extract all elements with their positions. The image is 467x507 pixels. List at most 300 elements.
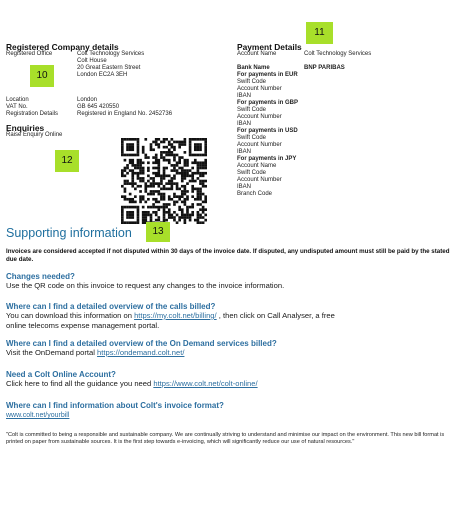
qr-module [147, 167, 150, 170]
qr-module [171, 154, 174, 157]
qr-module [142, 214, 145, 217]
qr-module [131, 214, 134, 217]
address-line: Colt Technology Services [77, 51, 145, 57]
colt-online-title: Need a Colt Online Account? [6, 370, 116, 379]
enquiries-heading: Enquiries [6, 123, 45, 133]
qr-module [163, 193, 166, 196]
qr-module [184, 201, 187, 204]
qr-module [171, 169, 174, 172]
qr-module [157, 172, 160, 175]
qr-module [197, 177, 200, 180]
qr-module [152, 182, 155, 185]
qr-module [184, 190, 187, 193]
ondemand-link[interactable]: https://ondemand.colt.net/ [97, 348, 185, 357]
qr-module [126, 221, 129, 224]
qr-module [173, 195, 176, 198]
qr-module [186, 206, 189, 209]
qr-module [202, 174, 205, 177]
qr-module [191, 174, 194, 177]
qr-module [189, 154, 192, 157]
qr-module [139, 172, 142, 175]
qr-module [184, 185, 187, 188]
qr-module [181, 214, 184, 217]
changes-needed-body: Use the QR code on this invoice to request any changes to the invoice information. [6, 281, 285, 290]
qr-module [186, 195, 189, 198]
qr-module [197, 190, 200, 193]
qr-module [168, 180, 171, 183]
payment-row [237, 191, 457, 198]
payment-row-label: Account Name [237, 163, 277, 169]
qr-module [129, 221, 132, 224]
badge-11: 11 [306, 22, 333, 44]
qr-module [202, 185, 205, 188]
qr-module [176, 161, 179, 164]
qr-module [147, 156, 150, 159]
qr-module [173, 146, 176, 149]
qr-module [121, 185, 124, 188]
qr-module [191, 188, 194, 191]
qr-module [150, 214, 153, 217]
qr-module [194, 219, 197, 222]
payment-row-label: For payments in GBP [237, 100, 299, 106]
qr-module [150, 177, 153, 180]
qr-code-icon[interactable] [121, 138, 207, 224]
payment-row-label: For payments in USD [237, 128, 298, 134]
yourbill-link[interactable]: www.colt.net/yourbill [6, 412, 70, 419]
qr-module [131, 211, 134, 214]
ondemand-overview-title: Where can I find a detailed overview of the On Demand services billed? [6, 339, 277, 348]
qr-module [139, 169, 142, 172]
payment-row [237, 86, 457, 93]
qr-module [184, 159, 187, 162]
qr-module [147, 169, 150, 172]
qr-module [131, 177, 134, 180]
qr-module [124, 195, 127, 198]
qr-module [126, 167, 129, 170]
qr-module [121, 216, 124, 219]
qr-module [165, 203, 168, 206]
qr-module [131, 206, 134, 209]
qr-module [142, 148, 145, 151]
qr-module [189, 216, 192, 219]
qr-module [199, 221, 202, 224]
payment-row [237, 177, 457, 184]
qr-module [181, 216, 184, 219]
qr-module [199, 180, 202, 183]
qr-module [121, 146, 124, 149]
qr-module [184, 161, 187, 164]
qr-module [168, 141, 171, 144]
qr-module [189, 151, 192, 154]
qr-module [129, 201, 132, 204]
qr-module [168, 203, 171, 206]
qr-module [131, 221, 134, 224]
payment-row-label: Swift Code [237, 170, 267, 176]
qr-module [131, 159, 134, 162]
qr-module [168, 159, 171, 162]
qr-module [197, 211, 200, 214]
qr-module [155, 201, 158, 204]
qr-module [171, 146, 174, 149]
qr-module [204, 146, 207, 149]
qr-module [147, 161, 150, 164]
qr-module [121, 138, 124, 141]
qr-module [194, 154, 197, 157]
qr-module [131, 174, 134, 177]
qr-module [173, 169, 176, 172]
qr-module [204, 161, 207, 164]
qr-module [173, 201, 176, 204]
qr-module [157, 182, 160, 185]
location-label: Location [6, 97, 29, 103]
qr-module [126, 206, 129, 209]
payment-row-label: Branch Code [237, 191, 273, 197]
qr-module [202, 180, 205, 183]
qr-module [181, 180, 184, 183]
qr-module [197, 138, 200, 141]
qr-module [204, 151, 207, 154]
qr-module [202, 211, 205, 214]
qr-module [160, 188, 163, 191]
qr-module [163, 138, 166, 141]
qr-module [150, 182, 153, 185]
qr-module [163, 156, 166, 159]
qr-module [184, 141, 187, 144]
qr-module [168, 216, 171, 219]
payment-row [237, 58, 457, 65]
qr-module [121, 206, 124, 209]
qr-module [121, 208, 124, 211]
qr-module [204, 195, 207, 198]
qr-module [124, 198, 127, 201]
qr-module [137, 138, 140, 141]
qr-module [191, 172, 194, 175]
qr-module [173, 177, 176, 180]
qr-module [137, 216, 140, 219]
qr-module [173, 148, 176, 151]
qr-module [197, 169, 200, 172]
qr-module [142, 169, 145, 172]
qr-module [181, 167, 184, 170]
qr-module [137, 146, 140, 149]
qr-module [155, 156, 158, 159]
payment-row [237, 163, 457, 170]
qr-module [176, 141, 179, 144]
qr-module [126, 198, 129, 201]
qr-module [178, 208, 181, 211]
qr-module [152, 141, 155, 144]
qr-module [155, 182, 158, 185]
qr-module [163, 169, 166, 172]
qr-module [137, 143, 140, 146]
qr-module [157, 167, 160, 170]
qr-module [184, 172, 187, 175]
company-address [77, 51, 144, 79]
qr-module [168, 214, 171, 217]
qr-module [121, 195, 124, 198]
qr-module [204, 214, 207, 217]
qr-module [147, 211, 150, 214]
qr-module [204, 172, 207, 175]
badge-13: 13 [146, 222, 170, 242]
qr-module [131, 198, 134, 201]
qr-module [191, 211, 194, 214]
qr-module [155, 214, 158, 217]
vat-label: VAT No. [6, 104, 28, 110]
qr-module [186, 182, 189, 185]
qr-module [144, 214, 147, 217]
qr-module [191, 177, 194, 180]
qr-module [163, 141, 166, 144]
qr-module [157, 146, 160, 149]
qr-module [160, 182, 163, 185]
qr-module [131, 201, 134, 204]
payment-row-label: Account Number [237, 86, 282, 92]
qr-module [121, 219, 124, 222]
payment-row-label: Swift Code [237, 107, 267, 113]
qr-module [168, 182, 171, 185]
qr-module [194, 148, 197, 151]
qr-module [178, 195, 181, 198]
qr-module [204, 201, 207, 204]
qr-module [181, 172, 184, 175]
qr-module [199, 172, 202, 175]
qr-module [137, 148, 140, 151]
qr-module [121, 174, 124, 177]
qr-module [191, 190, 194, 193]
qr-module [129, 214, 132, 217]
qr-module [168, 174, 171, 177]
qr-module [160, 206, 163, 209]
qr-module [165, 159, 168, 162]
payment-row-label: Swift Code [237, 135, 267, 141]
qr-module [157, 161, 160, 164]
qr-module [173, 164, 176, 167]
qr-module [134, 167, 137, 170]
changes-needed-title: Changes needed? [6, 272, 75, 281]
qr-module [178, 156, 181, 159]
qr-module [129, 193, 132, 196]
qr-module [157, 190, 160, 193]
qr-module [178, 216, 181, 219]
qr-module [176, 169, 179, 172]
qr-module [139, 177, 142, 180]
qr-module [137, 151, 140, 154]
qr-module [197, 167, 200, 170]
qr-module [181, 174, 184, 177]
qr-module [204, 138, 207, 141]
registration-value: Registered in England No. 2452736 [77, 111, 173, 117]
qr-module [124, 182, 127, 185]
qr-module [131, 182, 134, 185]
colt-online-link[interactable]: https://www.colt.net/colt-online/ [153, 379, 258, 388]
payment-rows [237, 51, 457, 198]
qr-module [168, 151, 171, 154]
qr-module [197, 143, 200, 146]
badge-12: 12 [55, 150, 79, 172]
qr-module [168, 188, 171, 191]
qr-module [202, 154, 205, 157]
qr-module [173, 141, 176, 144]
qr-module [171, 188, 174, 191]
qr-module [142, 219, 145, 222]
qr-module [199, 198, 202, 201]
qr-module [142, 221, 145, 224]
qr-module [181, 156, 184, 159]
qr-module [155, 174, 158, 177]
qr-module [171, 216, 174, 219]
qr-module [147, 198, 150, 201]
qr-module [204, 198, 207, 201]
qr-module [144, 185, 147, 188]
qr-module [202, 206, 205, 209]
qr-module [165, 138, 168, 141]
qr-module [202, 172, 205, 175]
qr-module [171, 214, 174, 217]
qr-module [131, 161, 134, 164]
qr-module [150, 216, 153, 219]
qr-module [137, 141, 140, 144]
qr-module [186, 159, 189, 162]
qr-module [134, 164, 137, 167]
qr-module [178, 143, 181, 146]
qr-module [204, 208, 207, 211]
qr-module [152, 167, 155, 170]
qr-module [137, 172, 140, 175]
qr-module [199, 216, 202, 219]
qr-module [173, 167, 176, 170]
qr-module [171, 151, 174, 154]
qr-module [178, 206, 181, 209]
qr-module [204, 167, 207, 170]
qr-module [184, 221, 187, 224]
qr-module [163, 214, 166, 217]
qr-module [204, 164, 207, 167]
qr-module [152, 185, 155, 188]
qr-module [147, 185, 150, 188]
qr-module [197, 216, 200, 219]
payment-row-label: Account Number [237, 142, 282, 148]
payment-row [237, 149, 457, 156]
qr-module [165, 146, 168, 149]
qr-module [168, 198, 171, 201]
qr-module [126, 214, 129, 217]
qr-module [184, 219, 187, 222]
qr-module [197, 148, 200, 151]
registration-label: Registration Details [6, 111, 59, 117]
qr-module [147, 193, 150, 196]
qr-module [199, 193, 202, 196]
qr-module [126, 180, 129, 183]
qr-module [150, 148, 153, 151]
qr-module [126, 211, 129, 214]
qr-module [191, 167, 194, 170]
qr-module [189, 214, 192, 217]
qr-module [144, 188, 147, 191]
qr-module [171, 143, 174, 146]
qr-module [147, 180, 150, 183]
qr-module [155, 167, 158, 170]
qr-module [181, 208, 184, 211]
invoice-format-title: Where can I find information about Colt's invoice format? [6, 401, 224, 410]
qr-module [171, 138, 174, 141]
qr-module [152, 211, 155, 214]
qr-module [171, 185, 174, 188]
qr-module [139, 201, 142, 204]
qr-module [137, 164, 140, 167]
qr-module [139, 185, 142, 188]
qr-module [129, 159, 132, 162]
qr-module [121, 214, 124, 217]
calls-overview-pre: You can download this information on [6, 311, 135, 320]
qr-module [126, 148, 129, 151]
company-heading: Registered Company details [6, 42, 119, 52]
enquiry-online-label[interactable]: Raise Enquiry Online [6, 132, 63, 138]
qr-module [191, 195, 194, 198]
qr-module [129, 211, 132, 214]
qr-module [160, 180, 163, 183]
qr-module [157, 216, 160, 219]
qr-module [197, 188, 200, 191]
qr-module [155, 154, 158, 157]
qr-module [121, 211, 124, 214]
qr-module [150, 143, 153, 146]
qr-module [186, 161, 189, 164]
qr-module [139, 161, 142, 164]
qr-module [144, 156, 147, 159]
qr-module [147, 206, 150, 209]
qr-module [124, 174, 127, 177]
qr-module [142, 161, 145, 164]
qr-module [129, 206, 132, 209]
qr-module [139, 167, 142, 170]
qr-module [191, 214, 194, 217]
qr-module [157, 164, 160, 167]
qr-module [199, 148, 202, 151]
payment-row-label: IBAN [237, 149, 252, 155]
qr-module [197, 195, 200, 198]
qr-module [131, 148, 134, 151]
qr-module [163, 216, 166, 219]
qr-module [165, 188, 168, 191]
qr-module [171, 164, 174, 167]
qr-module [204, 141, 207, 144]
qr-module [137, 177, 140, 180]
qr-module [163, 211, 166, 214]
qr-module [186, 214, 189, 217]
qr-module [142, 177, 145, 180]
qr-module [189, 219, 192, 222]
qr-module [155, 172, 158, 175]
qr-module [186, 211, 189, 214]
address-line: London EC2A 3EH [77, 72, 128, 78]
payment-row [237, 114, 457, 121]
qr-module [197, 219, 200, 222]
qr-module [131, 180, 134, 183]
qr-module [165, 206, 168, 209]
qr-module [176, 201, 179, 204]
qr-module [155, 161, 158, 164]
qr-module [168, 208, 171, 211]
qr-module [178, 188, 181, 191]
qr-module [181, 169, 184, 172]
qr-module [157, 185, 160, 188]
qr-module [189, 148, 192, 151]
payment-heading: Payment Details [237, 42, 302, 52]
qr-module [124, 138, 127, 141]
billing-link[interactable]: https://my.colt.net/billing/ [134, 311, 217, 320]
qr-module [173, 174, 176, 177]
